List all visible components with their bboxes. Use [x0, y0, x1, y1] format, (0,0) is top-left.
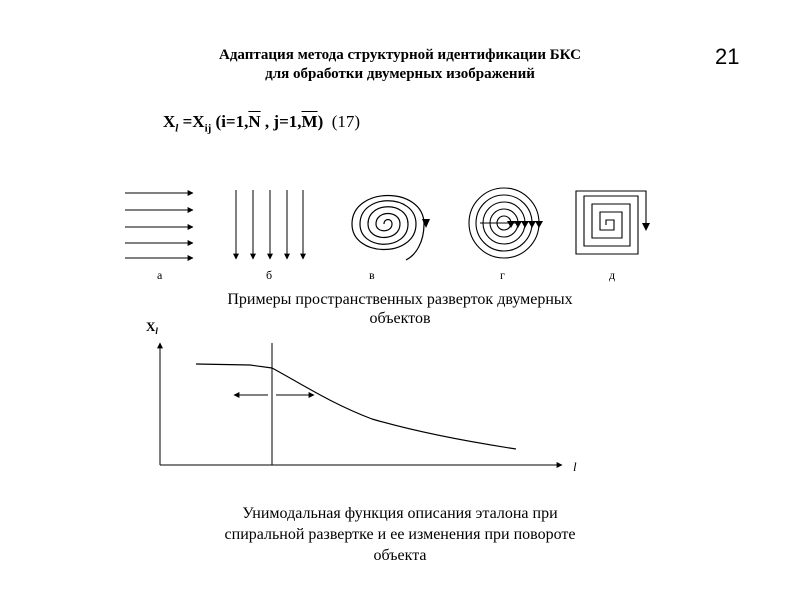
- title-line-2: для обработки двумерных изображений: [265, 66, 535, 82]
- scan-label-g: г: [500, 268, 505, 282]
- formula-lhs-sub: l: [175, 122, 179, 135]
- formula-lhs-var: X: [163, 112, 176, 131]
- graph-y-label: $X_l$: [146, 319, 158, 336]
- formula-rhs-sub: ij: [204, 122, 212, 135]
- scan-label-a: а: [157, 268, 163, 282]
- scan-label-v: в: [369, 268, 375, 282]
- scan-caption-line-2: объектов: [369, 310, 431, 327]
- graph-caption-line-1: Унимодальная функция описания эталона при: [242, 505, 558, 522]
- scan-label-d: д: [609, 268, 616, 282]
- square-spiral-end-arrow-icon: [642, 223, 650, 231]
- formula-eq: =X: [178, 112, 205, 131]
- graph-curve: [196, 364, 516, 449]
- unimodal-function-graph: [146, 319, 577, 474]
- graph-caption-line-2: спиральной развертке и ее изменения при повороте: [224, 526, 576, 543]
- spiral-end-arrow-icon: [422, 219, 430, 228]
- scan-concentric-diagram: [469, 188, 539, 258]
- scan-square-spiral-diagram: [576, 191, 646, 254]
- scan-label-b: б: [266, 268, 273, 282]
- concentric-arrows-icon: [507, 221, 543, 228]
- formula-mid: , j=1,: [260, 112, 302, 131]
- graph-caption: [150, 503, 650, 566]
- formula-m: $\overline{M}$: [301, 112, 318, 131]
- page-number: 21: [715, 44, 740, 69]
- formula-number: (17): [331, 112, 361, 131]
- scan-vertical-diagram: [236, 190, 303, 259]
- scan-examples-caption: [150, 290, 650, 328]
- title-line-1: Адаптация метода структурной идентификации БКС: [219, 47, 581, 63]
- formula-n: $\overline{N}$: [248, 112, 261, 131]
- scan-horizontal-diagram: [125, 193, 193, 258]
- graph-x-label: l: [573, 459, 577, 474]
- scan-caption-line-1: Примеры пространственных разверток двумерных: [227, 291, 573, 308]
- scan-spiral-diagram: [352, 196, 424, 261]
- formula-close: ): [317, 112, 324, 131]
- formula-open: (i=1,: [211, 112, 249, 131]
- graph-caption-line-3: объекта: [373, 547, 427, 564]
